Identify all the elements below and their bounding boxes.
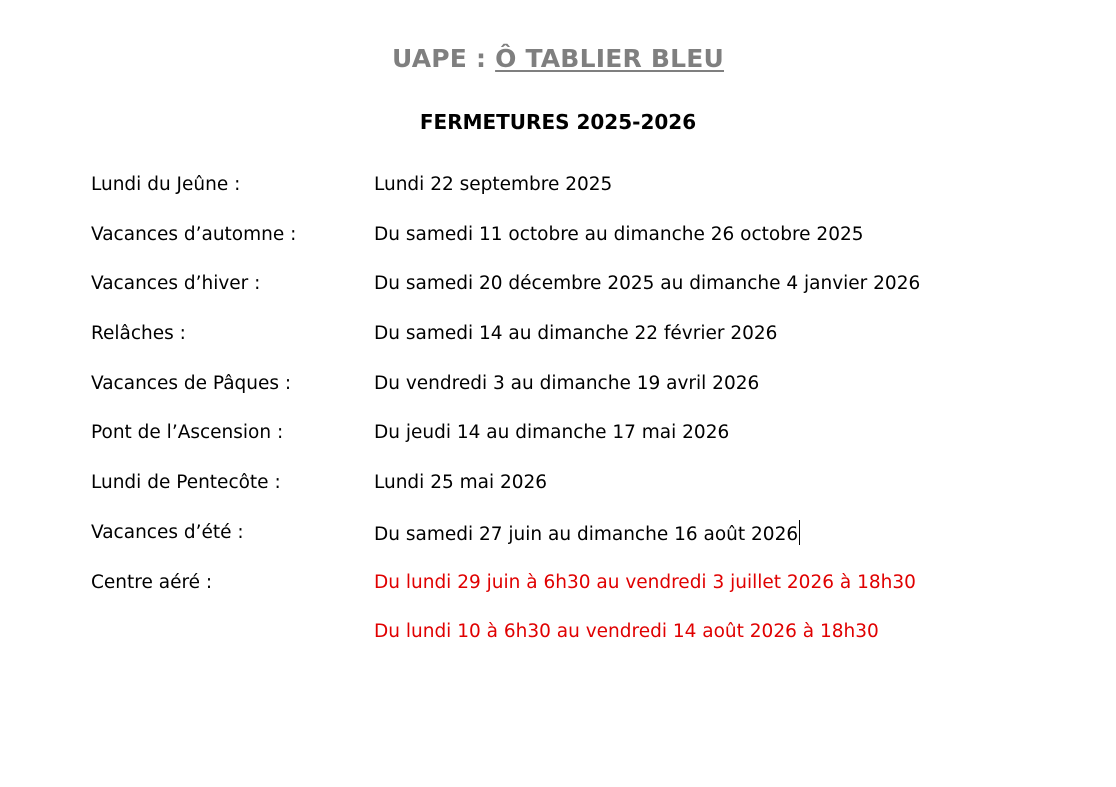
document-subtitle: FERMETURES 2025-2026 (419, 110, 697, 134)
document-title (0, 44, 1116, 73)
closure-row-hiver (91, 271, 1051, 321)
closure-dates: Du jeudi 14 au dimanche 17 mai 2026 (374, 422, 730, 444)
closure-dates: Du samedi 20 décembre 2025 au dimanche 4 janvier 2026 (374, 273, 921, 295)
closure-dates: Lundi 22 septembre 2025 (374, 174, 613, 195)
closure-dates-highlight: Du lundi 10 à 6h30 au vendredi 14 août 2026 à 18h30 (374, 621, 879, 643)
closure-dates: Du samedi 11 octobre au dimanche 26 octobre 2025 (374, 223, 864, 245)
closure-label: Lundi du Jeûne : (91, 174, 241, 195)
closure-dates: Lundi 25 mai 2026 (374, 472, 548, 494)
closure-label: Centre aéré : (91, 571, 213, 593)
closure-row-ete (91, 520, 1051, 570)
closure-row-jeune (91, 172, 1051, 222)
closure-row-paques (91, 371, 1051, 421)
closure-row-ascension (91, 420, 1051, 470)
closure-dates: Du vendredi 3 au dimanche 19 avril 2026 (374, 372, 760, 394)
closure-label: Pont de l’Ascension : (91, 422, 284, 444)
title-main: Ô TABLIER BLEU (495, 44, 724, 73)
closure-row-automne (91, 222, 1051, 272)
closures-list (91, 172, 1051, 669)
text-cursor (799, 520, 800, 545)
closure-label: Relâches : (91, 323, 186, 345)
closure-row-relaches (91, 321, 1051, 371)
closure-label: Lundi de Pentecôte : (91, 472, 281, 494)
title-prefix: UAPE : (392, 44, 496, 73)
closure-row-centre-aere-2 (91, 619, 1051, 669)
closure-label: Vacances de Pâques : (91, 372, 292, 394)
closure-dates: Du samedi 27 juin au dimanche 16 août 2026 (374, 523, 799, 545)
closure-dates-highlight: Du lundi 29 juin à 6h30 au vendredi 3 juillet 2026 à 18h30 (374, 571, 916, 593)
closure-label: Vacances d’hiver : (91, 273, 261, 295)
closure-label: Vacances d’été : (91, 521, 244, 543)
closure-dates: Du samedi 14 au dimanche 22 février 2026 (374, 323, 778, 345)
closure-row-centre-aere (91, 570, 1051, 620)
closure-dates-with-cursor[interactable] (374, 520, 800, 548)
closure-row-pentecote (91, 470, 1051, 520)
closure-label: Vacances d’automne : (91, 223, 297, 245)
